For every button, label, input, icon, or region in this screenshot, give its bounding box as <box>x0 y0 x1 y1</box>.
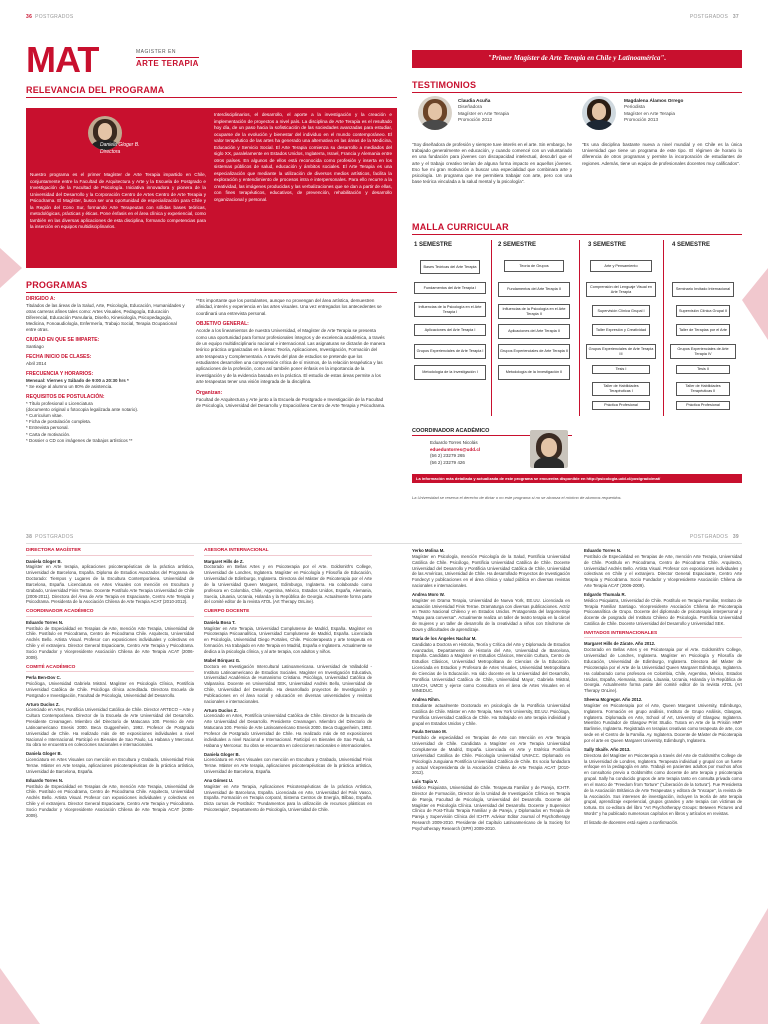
faculty-entry <box>26 675 194 698</box>
faculty-entry <box>412 548 570 589</box>
faculty-bio: Médico Psiquiatra, Universidad de Chile. Postítulo en Terapia Familiar, Instituto de Terapia Familiar Santiago. Vicepresidente Asociación Chilena de Psicoterapia Psicoanalítica de Grupo. Docente del diplomado de psicoterapia interpersonal y docente de posgrado del Instituto Chileno de Psicología. Pontificia Universidad Católica de Chile. Docente Universidad del Desarrollo y Universidad SEK. <box>584 597 742 627</box>
testimonial-2-text: "Es una disciplina bastante nueva a nivel mundial y en Chile es la única Universidad que tiene un programa de este tipo. El régimen de horario lo diferencia de otros programas y permite la incorporación de estudiantes de regiones. Además, tiene un equipo de profesionales docentes muy calificados". <box>582 142 742 166</box>
faculty-name: Daniela Gloger B. <box>204 751 240 757</box>
course-box: Supervisión Clínica Grupal I <box>592 305 650 317</box>
faculty-name: Paula Serrano M. <box>412 729 447 735</box>
faculty-entry <box>26 559 194 606</box>
testimonial-1-text: "Soy diseñadora de profesión y siempre tuve interés en el arte. Sin embargo, he trabajado generalmente en educación, y cuando comencé con un voluntariado en una fundación para jóvenes con discapacidad intelectual, descubrí que el arte y el trabajo creativo tenían de alguna forma impacto en aquellos jóvenes. Eso fue mi gran motivación a buscar una especialidad que combinara arte y psicología. Un programa que me permitiera trabajar con arte, pero con una base teórica vinculada a la salud mental y la psicología". <box>412 142 572 185</box>
faculty-name: Perla Ben-Dov C. <box>26 675 61 681</box>
faculty-name: Margaret Hills de Z. <box>204 558 244 564</box>
faculty-entry <box>584 592 742 627</box>
faculty-name: Edgardo Thumala R. <box>584 591 626 597</box>
faculty-entry <box>412 592 570 633</box>
semester-divider <box>491 240 492 416</box>
programas-heading: PROGRAMAS <box>26 280 397 293</box>
faculty-column-1 <box>26 548 194 822</box>
faculty-bio: Magíster en Arte terapia, aplicaciones psicoterapéuticas de la práctica artística, Universidad de Barcelona, España. Diploma de Estudios Avanzados del Programa de Doctorado: Tiempos y Lugares de la Escultura Contemporánea. Universidad de Barcelona, España. Licenciatura en Artes Visuales con mención en Escultura y Grabado, Universidad Finis Terrae. Docente Postítulo Arte Terapia Universidad de Chile (2006-2011). Directora del Área de Arte Terapia en Espacioarte, Centro Arte Terapia y Psicodrama. Presidenta de la Asociación Chilena de Arte Terapia ACAT (2010-2012). <box>26 564 194 605</box>
section-heading: CUERPO DOCENTE <box>204 609 372 617</box>
faculty-entry <box>204 559 372 606</box>
faculty-entry <box>26 778 194 819</box>
faculty-entry <box>412 636 570 694</box>
course-box: Grupos Experienciales de Arte Terapia IV <box>670 344 736 359</box>
faculty-bio: Magíster en Psicoterapia por el Arte, Queen Margaret University, Edimburgo, Inglaterra. Formación en grupo análisis, Instituto de Grupo Análisis, Glasgow, Inglaterra. Diplomada en Arte, School of Art, University of Glasgow, Inglaterra. Miembro Fundador de Glasgow Print Studio. Tutora en Arte de la Prisión HMP Barlinnie, Inglaterra. Registrada en terapias creativas como terapeuta de arte, con sede en el Centro de la Familia. Ay. Inglaterra. Docente de Máster de Psicoterapia por el arte en Queen Margaret University, Edimburgh, Inglaterra. <box>584 702 742 743</box>
faculty-bio: Postítulo de Especialidad en Terapias de Arte, mención Arte Terapia, Universidad de Chile. Postítulo en Psicodrama, Centro de Psicodrama Chile. Arquitecto, Universidad Andrés Bello. Artista Visual. Profesor con exposiciones individuales y colectivas en Chile y el extranjero. Director General Espacioarte, Centro Arte Terapia y Psicodrama. Socio Fundador y Vicepresidente Asociación Chilena de Arte Terapia ACAT (2006-2009). <box>584 553 742 589</box>
faculty-entry <box>584 548 742 589</box>
faculty-bio: Postítulo de Especialidad en Terapias de Arte, mención Arte Terapia, Universidad de Chile. Postítulo en Psicodrama, Centro de Psicodrama Chile. Arquitecto, Universidad Andrés Bello. Artista Visual. Profesor con exposiciones individuales y colectivas en Chile y el extranjero. Director General Espacioarte, Centro Arte Terapia y Psicodrama. Socio Fundador y Vicepresidente Asociación Chilena de Arte Terapia ACAT (2006-2009). <box>26 783 194 818</box>
faculty-name: Eduardo Torres N. <box>26 777 64 783</box>
faculty-bio: Licenciatura en Artes Visuales con mención en Escultura y Grabado, Universidad Finis Terrae. Máster en Arte terapia, aplicaciones psicoterapéuticas de la práctica artística, Universidad de Barcelona, España. <box>26 757 194 774</box>
course-box: Bases Teóricas del Arte Terapia <box>420 260 480 274</box>
faculty-bio: Licenciado en Artes, Pontificia Universidad Católica de Chile. Director ARTECO – Arte y Cultura Contemporánea. Director de la Escuela de Arte Universidad del Desarrollo. Presidente Creamagen. Miembro del Directorio de Matucana 100. Premio de Arte Latinoamericano Enesis 2000. Beca Guggenheim, 1992. Profesor de Postgrado Universidad de Chile. Ha realizado más de 60 exposiciones individuales a nivel Nacional e Internacional. Participó en Bienales de Sao Paulo, La Habana y Mercosur. Su obra se encuentra en colecciones nacionales e internacionales. <box>26 707 194 748</box>
course-box: Taller de Habilidades Terapéuticas I <box>592 382 650 396</box>
faculty-entry <box>204 752 372 775</box>
course-box: Influencias de la Psicología en el Arte Terapia II <box>498 304 570 319</box>
testimonial-1-credits: Claudia Acuña Diseñadora Magíster en Arte Terapia Promoción 2012 <box>458 98 509 123</box>
faculty-name: Daniela Bosa T. <box>204 619 236 625</box>
semester-divider <box>663 240 664 416</box>
faculty-bio: Magíster en Arte Terapia, Aplicaciones Psicoterapéuticas de la práctica Artística, Universidad de Barcelona, España. Licenciada en Arte, Universidad del País Vasco, España. Formación en Terapia corporal, Sistema Centros de Energía, Bilbao, España. Dicta cursos de Postítulo: "Fundamentos para la utilización de recursos plásticos en Psicoterapia", Departamento de Psicología, Universidad de Chile. <box>204 783 372 813</box>
faculty-name: Luis Tapia V. <box>412 779 438 785</box>
course-box: Arte y Pensamiento <box>590 260 652 272</box>
faculty-name: Sally Skaife. Año 2013. <box>584 746 631 752</box>
faculty-name: María de los Ángeles Nachar M. <box>412 635 477 641</box>
coordinador-photo <box>530 430 568 468</box>
program-acronym: MAT <box>26 39 99 80</box>
course-box: Supervisión Clínica Grupal II <box>676 305 730 317</box>
course-box: Grupos Experienciales de Arte Terapia III <box>586 344 656 359</box>
faculty-entry <box>412 697 570 726</box>
faculty-bio: Directora del Magíster en Psicoterapia a través del Arte de Goldsmiths College de la Universidad de Londres, Inglaterra. Terapeuta individual y grupal con un fuerte enfoque en la pedagogía en arte. Trabajó en pacientes adultos por muchos años en consultorio previo a Goldsmiths como docente de arte terapia y psicoterapia grupal. Sally ha conducido grupos de arte terapia tanto en consulta privada como en el marco de "Freedom from Torture" ("Liberación de la tortura"). Fue Presidenta de la Asociación Británica de Arte Terapeutas y editora de "Inscape", la revista de la Asociación. Sus intereses de investigación, incluyen la teoría de arte terapia grupal, aprendizaje experiencial, grupos grandes y arte terapia con víctimas de tortura. Es co-editora del libro "Art Psychotherapy Groups: Between Pictures and Words" y ha publicado numerosos capítulos en libros y artículos en revistas. <box>584 752 742 817</box>
faculty-name: Eduardo Torres N. <box>584 548 622 553</box>
course-box: Seminario Invitado Internacional <box>672 282 734 297</box>
faculty-bio: Licenciatura en Artes Visuales con mención en Escultura y Grabado, Universidad Finis Terrae. Máster en Arte terapia, aplicaciones psicoterapéuticas de la práctica artística, Universidad de Barcelona, España. <box>204 757 372 775</box>
faculty-bio: Doctorado en Bellas Artes y en Psicoterapia por el Arte. Goldsmith's College, Universidad de Londres, Inglaterra. Magíster en Psicología y Filosofía de Educación, Universidad de Edimburgo, Inglaterra. Directora del Máster de Psicoterapia por el Arte de la Universidad Queen Margaret Edimburgo, Inglaterra. Ha colaborado como profesora en Colombia, Chile, Argentina, México, Estados Unidos, España, Alemania, Suecia, Lituania, Ucrania, Holanda y la República de Georgia. Actualmente forma parte del comité editor de la revista ATOL (Art Therapy OnLine). <box>584 647 742 694</box>
faculty-bio: Estudiante actualmente Doctorado en psicología de la Pontificia Universidad Católica de Chile. Máster en Arte Terapia, New York University, EE.UU. Psicóloga, Pontificia Universidad Católica de Chile. Ha trabajado en arte terapia individual y grupal en Estados Unidos y Chile. <box>412 703 570 726</box>
faculty-column-4 <box>584 548 742 829</box>
faculty-entry <box>204 620 372 655</box>
slogan-banner: "Primer Magíster de Arte Terapia en Chile y Latinoamérica". <box>412 50 742 68</box>
faculty-column-2 <box>204 548 372 816</box>
course-box: Fundamentos del Arte Terapia I <box>414 282 486 294</box>
faculty-entry <box>26 751 194 774</box>
faculty-name: Eduardo Torres N. <box>26 619 64 625</box>
course-box: Fundamentos del Arte Terapia II <box>498 282 570 297</box>
faculty-name: Yerko Molina M. <box>412 548 445 553</box>
faculty-column-3 <box>412 548 570 835</box>
faculty-name: Mabel Bórquez G. <box>204 657 241 663</box>
course-box: Taller de Terapias por el Arte <box>676 324 730 336</box>
page-header-right: POSTGRADOS 37 <box>689 14 739 20</box>
relevancia-text-2: Interdisciplinarios, el desarrollo, el aporte a la investigación y la creación e implementación de proyectos a nivel país. La disciplina de Arte Terapia es el resultado hoy día, de un paso hacia la sofisticación de las sociedades avanzadas para estudiar, ocuparse de la evolución y bienestar del individuo en el mundo contemporáneo. El valor terapéutico de las artes ha generado una alternativa en las áreas de la Medicina, Educación y Servicio Social. El Arte Terapia comienza su desarrollo a mediados del siglo XX, paralelamente en Estados Unidos, Inglaterra, Israel, Francia y Alemania entre otros países. En algunos de ellos está reconocida como profesión y inserta en los sistemas públicos de salud, educación y ámbitos sociales. El Arte Terapia es una especialización que mediante la utilización de diversos medios artísticos, facilita la exploración y entendimiento de procesos intra e interpersonales. Para ello recurre a la creatividad, las imágenes producidas y las verbalizaciones que se dan a partir de ellas, con fines terapéuticos, educativos, de prevención, rehabilitación y desarrollo organizacional y personal. <box>214 112 392 202</box>
course-box: Influencias de la Psicología en el Arte Terapia I <box>414 302 486 317</box>
faculty-name: Ana Gómez U. <box>204 777 234 783</box>
semester-2-header: 2 SEMESTRE <box>498 242 537 248</box>
faculty-bio: Magíster en Arte Terapia, Universidad Complutense de Madrid, España. Magíster en Psicoterapia Psicoanalítica, Universidad Complutense de Madrid, España. Licenciada en Psicología, Universidad Diego Portales, Chile. Psicoterapeuta y arte terapeuta en formación. Ha trabajado en Arte Terapia en Madrid, España e Inglaterra. Actualmente se dedica a la psicología clínica, y al arte terapia, con adultos y niños. <box>204 625 372 654</box>
faculty-name: Arturo Duclos Z. <box>204 707 238 713</box>
course-box: Metodología de la Investigación II <box>498 365 570 380</box>
program-info-link[interactable]: La información más detallada y actualizada de este programa se encuentra disponible en http://psicologia.udd.cl/postgrado/mat/ <box>412 474 742 483</box>
faculty-name: Arturo Duclos Z. <box>26 701 60 707</box>
programas-objetivo: **Es importante que los postulantes, aunque no provengan del área artística, demuestren afinidad, interés y experiencia en las artes visuales. Una vez entregados los antecedentes se coordinará una entrevista personal. OBJETIVO GENERAL: Acorde a los lineamientos de nuestra Universidad, el Magíster de Arte Terapia se presenta como una oportunidad para formar profesionales íntegros y de excelencia académica, a través de un equipo multidisciplinario nacional e internacional. Las asignaturas se dictarán de manera teórico práctica organizadas en 5 áreas: Teoría, Aplicaciones, Investigación, Formación del arte terapeuta y Complementaria. A través del plan de estudios se pretende que los estudiantes desarrollen una comprensión crítica de sí mismos, de la relación terapéutica y las aplicaciones de la profesión, como así también poner énfasis en la importancia de la investigación y de la evidencia basada en la práctica. El estudio de estas áreas permite a los arte terapeutas tener una visión integrada de la disciplina. Organizan: Facultad de Arquitectura y Arte junto a la Escuela de Postgrado e Investigación de la Facultad de Psicología, Universidad del Desarrollo y Espacio/área Centro de Arte Terapia y Psicodrama. <box>196 298 386 409</box>
relevancia-text-1: Nuestro programa es el primer Magíster de Arte Terapia impartido en Chile, conjuntamente entre la Facultad de Arquitectura y Arte y la Escuela de Postgrado e Investigación de la Facultad de Psicología. Iniciativa innovadora y pionera de la Universidad del Desarrollo y la Corporación Centro de Artes Centro de Arte Terapia y Psicodrama. El Magíster, busca ser una oportunidad de especialización para Chile y la Región del Cono Sur, formando Arte Terapeutas con sólidas bases teóricas, metodológicas, prácticas y éticas. Pone énfasis en el área clínica y experiencial, como también en las diversas aplicaciones de esta disciplina, formando competencias para la inserción en equipos multidisciplinarios. <box>30 172 206 230</box>
faculty-name: Andrea Moro W. <box>412 591 445 597</box>
coordinador-email[interactable]: edueduntorres@udd.cl <box>430 446 481 452</box>
faculty-entry <box>26 620 194 661</box>
faculty-bio: Postítulo de Especialidad en Terapias de Arte, mención Arte Terapia, Universidad de Chile. Postítulo en Psicodrama, Centro de Psicodrama Chile. Arquitecto, Universidad Andrés Bello. Artista Visual. Profesor con exposiciones individuales y colectivas en Chile y el extranjero. Director General Espacioarte, Centro Arte Terapia y Psicodrama. Socio Fundador y Vicepresidente Asociación Chilena de Arte Terapia ACAT (2006-2009). <box>26 625 194 660</box>
testimonial-2-credits: Magdalena Álamos Orrego Periodista Magíster en Arte Terapia Promoción 2013 <box>624 98 684 123</box>
semester-divider <box>579 240 580 416</box>
director-name: Daniela Gloger B. Directora <box>100 142 140 155</box>
testimonial-photo-2 <box>582 96 616 130</box>
faculty-entry <box>26 702 194 749</box>
course-box: Teoría de Grupos <box>504 260 564 272</box>
course-box: Metodología de la Investigación I <box>414 365 486 380</box>
disclaimer: La Universidad se reserva el derecho de dictar o no este programa si no se alcanza el mínimo de alumnos requeridos. <box>412 495 622 500</box>
faculty-bio: Doctorado en Bellas Artes y en Psicoterapia por el Arte. Goldsmith's College, Universidad de Londres, Inglaterra. Magíster en Psicología y Filosofía de Educación, Universidad de Edimburgo, Inglaterra. Directora del Máster de Psicoterapia por el Arte de la Universidad Queen Margaret, Edimburgo, Inglaterra. Ha colaborado como profesora en Colombia, Chile, Argentina, México, Estados Unidos, España, Alemania, Suecia, Lituania, Ucrania, Holanda y la República de Georgia. Actualmente forma parte del comité editor de la revista ATOL (Art Therapy OnLine). <box>204 564 372 605</box>
course-box: Taller Expresión y Creatividad <box>592 324 650 336</box>
section-heading: COMITÉ ACADÉMICO <box>26 665 194 673</box>
course-box: Grupos Experienciales de Arte Terapia II <box>498 344 570 359</box>
faculty-entry <box>412 779 570 832</box>
course-box: Aplicaciones del Arte Terapia I <box>414 324 486 336</box>
faculty-entry <box>204 778 372 813</box>
course-box: Práctica Profesional <box>592 401 650 410</box>
faculty-entry <box>584 641 742 694</box>
faculty-bio: Postítulo de especialidad en Terapias de Arte con Mención en Arte Terapia Universidad de Chile. Candidata a Magíster en Arte Terapia Universidad Complutense de Madrid, España. Licenciada en Arte y Estética Pontificia Universidad Católica de Chile. Psicología Universidad UNIACC. Diplomado en Psicología Junguiana Pontificia Universidad Católica de Chile. Es socia fundadora y actual Vicepresidenta de la Asociación Chilena de Arte Terapia ACAT (2010-2012). <box>412 735 570 776</box>
faculty-name: Margaret Hills de Zárate. Año 2012. <box>584 641 656 647</box>
faculty-bio: Licenciado en Artes, Pontificia Universidad Católica de Chile. Director de la Escuela de Arte Universidad del Desarrollo. Presidente Creamagen. Miembro del Directorio de Matucana 100. Premio de Arte Latinoamericano Enesis 2000. Beca Guggenheim, 1992. Profesor de Postgrado Universidad de Chile. Ha realizado más de 60 exposiciones individuales a nivel Nacional e Internacional. Participó en Bienales de Sao Paulo, La Habana y Mercosur. Su obra se encuentra en colecciones nacionales e internacionales. <box>204 713 372 748</box>
faculty-name: Sheena Mcgregor. Año 2012. <box>584 697 643 703</box>
faculty-bio: Médico Psiquiatra, Universidad de Chile. Terapeuta Familiar y de Pareja, ICHTF. Director de Formación, Director de la Unidad de Investigación Clínica en Terapia de Pareja, Facultad de Psicología, Universidad del Desarrollo. Docente del Magíster en Psicología Clínica. Universidad del Desarrollo. Docente y Supervisor Clínico de Post-Título Terapia Familiar y de Pareja, y Diplomados en Terapia de Pareja y Supervisión Clínica del ICHTF. Advisor Editor Journal of Psychotherapy Research 2009-2010. Presidente del Capítulo Latinoamericano de la Society for Psychotherapy Research (SPR) 2009-2010. <box>412 785 570 831</box>
course-box: Tesis I <box>592 365 650 374</box>
course-box: Tesis II <box>676 365 730 374</box>
page-header-right: POSTGRADOS 39 <box>689 534 739 540</box>
course-box: Grupos Experienciales de Arte Terapia I <box>414 344 486 359</box>
relevancia-heading: RELEVANCIA DEL PROGRAMA <box>26 85 397 98</box>
program-subtitle: MAGISTER EN ARTE TERAPIA <box>136 49 199 68</box>
semester-4-header: 4 SEMESTRE <box>672 242 711 248</box>
faculty-entry <box>204 708 372 749</box>
faculty-bio: Magíster en Psicología, mención Psicología de la Salud, Pontificia Universidad Católica de Chile. Psicólogo, Pontificia Universidad Católica de Chile. Docente Universidad del Desarrollo y Pontificia Universidad Católica de Chile, Universidad de las Américas, Universidad de Chile. Ha desarrollado Proyectos de Investigación Fondecyt y publicaciones en el área clínica y salud pública en diversas revistas nacionales e internacionales. <box>412 553 570 589</box>
semester-3-header: 3 SEMESTRE <box>588 242 627 248</box>
faculty-entry <box>204 658 372 705</box>
note: El listado de docentes está sujeto a confirmación. <box>584 819 679 825</box>
page-header-left: 38 POSTGRADOS <box>26 534 74 540</box>
section-heading: DIRECTORA MAGÍSTER <box>26 548 194 556</box>
course-box: Aplicaciones del Arte Terapia II <box>498 324 570 339</box>
faculty-name: Daniela Gloger B. <box>26 558 62 564</box>
malla-heading: MALLA CURRICULAR <box>412 222 742 235</box>
faculty-entry <box>584 697 742 744</box>
coordinador-heading: COORDINADOR ACADÉMICO <box>412 428 572 436</box>
faculty-bio: Psicóloga, Universidad Gabriela Mistral. Magíster en Psicología Clínica, Pontificia Universidad Católica de Chile. Psicóloga clínica acreditada. Directora Escuela de Postgrado e Investigación, Facultad de Psicología, Universidad del Desarrollo. <box>26 681 194 698</box>
faculty-entry <box>412 729 570 776</box>
section-heading: INVITADOS INTERNACIONALES <box>584 631 742 639</box>
faculty-name: Andrea Rihm. <box>412 697 440 703</box>
faculty-bio: Candidato a Doctora en Historia, Teoría y Crítica del Arte y Diplomado de Estudios Avanzados, Departamento de Historia del Arte, Universidad de Barcelona, España. Candidato a Magíster en Estudios Clásicos, Mención Cultura, Centro de Estudios Clásicos, Universidad Metropolitana de Ciencias de la Educación. Licenciada en Estudios y Profesora de Artes Visuales, Universidad Metropolitana de Ciencias de la Educación. Ha sido docente en la Universidad del Desarrollo, Pontificia Universidad Católica de Chile, Universidad Mayor, Gabriela Mistral, USACH, UMCE y ejerce como Consultora en el área de Artes Visuales en el MINEDUC. <box>412 641 570 694</box>
course-box: Comprensión del Lenguaje Visual en Arte Terapia <box>586 282 656 297</box>
course-box: Taller de Habilidades Terapéuticas II <box>676 382 730 396</box>
coordinador-contact: Eduardo Torres Nicolás edueduntorres@udd.cl (56 2) 23279 265 (56 2) 23279 426 <box>430 440 481 465</box>
faculty-name: Daniela Gloger B. <box>26 751 62 757</box>
section-heading: ASESORA INTERNACIONAL <box>204 548 372 556</box>
testimonial-photo-1 <box>418 96 452 130</box>
faculty-bio: Doctora en Investigación Intercultural Latinoamericana. Universidad de Valladolid - Instituto Latinoamericano de Estudios Sociales. Magíster en Investigación Educativa, Universidad Académica de Humanismo Cristiano. Psicóloga, Universidad Católica de Valparaíso. Docente en Universidad SEK, Universidad Andrés Bello, Universidad de Chile, Universidad del Desarrollo. Ha desarrollado proyectos de Investigación y Publicaciones en el área social y educación en diversas universidades y revistas nacionales e internacionales. <box>204 663 372 704</box>
semester-1-header: 1 SEMESTRE <box>414 242 453 248</box>
testimonios-heading: TESTIMONIOS <box>412 80 742 93</box>
faculty-entry <box>584 747 742 817</box>
course-box: Práctica Profesional <box>676 401 730 410</box>
programas-details: DIRIGIDO A: Titulados de las áreas de la Salud, Arte, Psicología, Educación, Humanidades y otras carreras afines tales como: Artes Visuales, Pedagogía, Educación Diferencial, Educación Parvularia, Diseño, Kinesiología, Psicopedagogía, Medicina, Fonoaudiología, Enfermería, Trabajo Social, Terapia Ocupacional entre otras. CIUDAD EN QUE SE IMPARTE: Santiago FECHA INICIO DE CLASES: Abril 2014 FRECUENCIA Y HORARIOS: Mensual: Viernes y Sábado de 9:00 a 20:30 hrs * * Se exige al alumno un 80% de asistencia. REQUISITOS DE POSTULACIÓN: * Título profesional o Licenciatura (documento original o fotocopia legalizada ante notario). * Curriculum vitae. * Ficha de postulación completa. * Entrevista personal. * Carta de motivación. * Dossier o CD con imágenes de trabajos artísticos ** <box>26 296 185 443</box>
section-heading: COORDINADOR ACADÉMICO <box>26 609 194 617</box>
faculty-bio: Magíster en Drama Terapia, Universidad de Nueva York, EE.UU. Licenciada en actuación Universidad Finis Terrae. Dramaturga con diversas publicaciones. Actriz en Teatro Nacional Chileno y en Estados Unidos. Protagonista del largometraje "Mapa para conversar". Actualmente realiza un taller de teatro terapia en la cárcel de mujeres y un taller de desarrollo de la creatividad a niños con Síndrome de Down y dificultades de aprendizaje. <box>412 597 570 632</box>
page-header-left: 36 POSTGRADOS <box>26 14 74 20</box>
